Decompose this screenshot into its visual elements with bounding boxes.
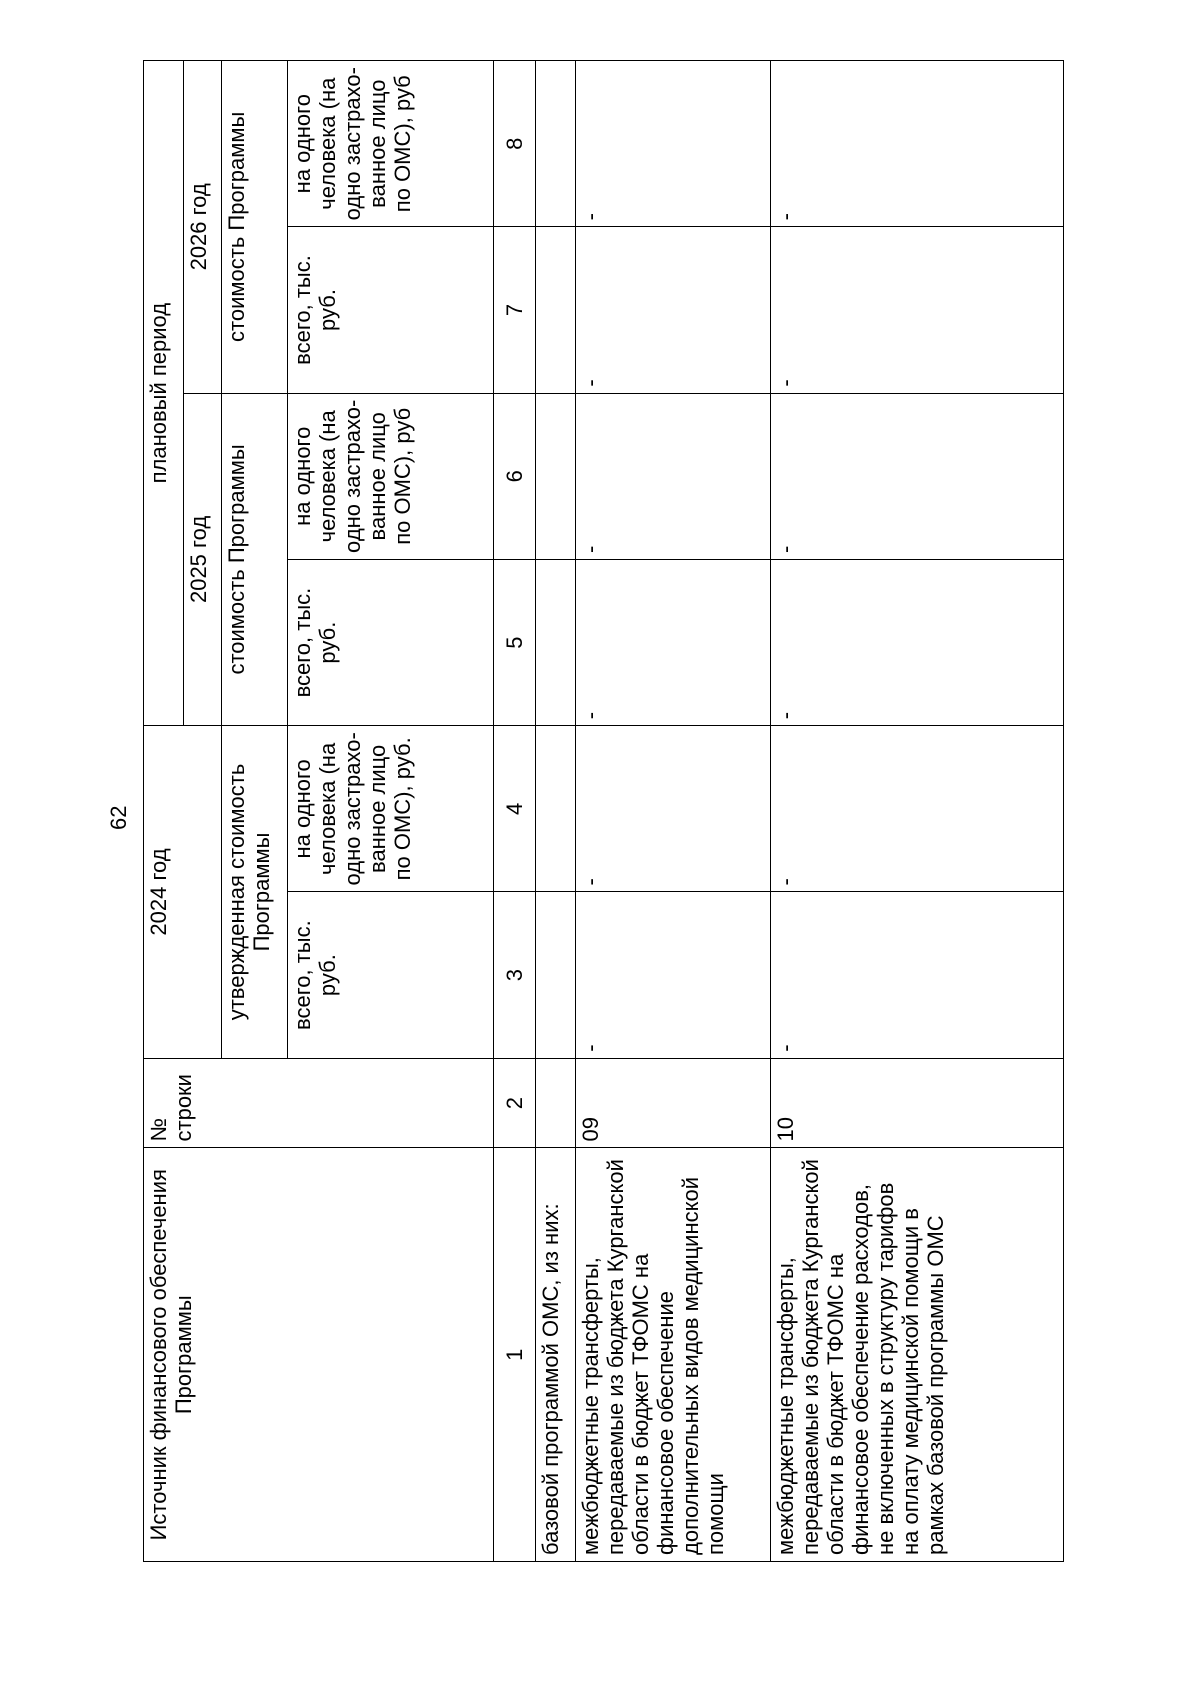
- header-total-2026: всего, тыс. руб.: [288, 227, 494, 393]
- row-value: [536, 393, 576, 559]
- row-value: -: [771, 559, 1064, 725]
- row-source: базовой программой ОМС, из них:: [536, 1148, 576, 1562]
- header-per-person-2024: на одного человека (на одно застрахо-ванное лицо по ОМС), руб.: [288, 726, 494, 892]
- header-year-2024: 2024 год: [144, 726, 222, 1059]
- financing-table: [143, 60, 1064, 1562]
- row-value: -: [576, 892, 771, 1058]
- header-per-person-2026: на одного человека (на одно застрахо-ванное лицо по ОМС), руб: [288, 61, 494, 227]
- header-cost-2025: стоимость Программы: [222, 393, 288, 726]
- header-source: Источник финансового обеспечения Программы: [144, 1148, 494, 1562]
- column-number: 2: [494, 1058, 536, 1148]
- row-value: -: [771, 892, 1064, 1058]
- column-number: 6: [494, 393, 536, 559]
- row-value: -: [576, 726, 771, 892]
- header-approved-cost: утвержденная стоимость Программы: [222, 726, 288, 1059]
- row-value: -: [771, 227, 1064, 393]
- column-numbers-row: [494, 61, 536, 1562]
- row-value: [536, 227, 576, 393]
- table-row: [536, 61, 576, 1562]
- financing-table-wrapper: [143, 60, 1063, 1562]
- row-value: -: [576, 227, 771, 393]
- header-year-2025: 2025 год: [184, 393, 222, 726]
- row-value: [536, 559, 576, 725]
- header-total-2025: всего, тыс. руб.: [288, 559, 494, 725]
- header-cost-2026: стоимость Программы: [222, 61, 288, 394]
- column-number: 3: [494, 892, 536, 1058]
- row-source: межбюджетные трансферты, передаваемые из бюджета Курганской области в бюджет ТФОМС на финансовое обеспечение дополнительных видов медицинской помощи: [576, 1148, 771, 1562]
- column-number: 7: [494, 227, 536, 393]
- column-number: 8: [494, 61, 536, 227]
- header-row-1: [144, 61, 184, 1562]
- row-value: [536, 726, 576, 892]
- row-value: -: [771, 726, 1064, 892]
- table-row: [576, 61, 771, 1562]
- row-number: 10: [771, 1058, 1064, 1148]
- row-value: -: [771, 61, 1064, 227]
- row-value: -: [771, 393, 1064, 559]
- row-value: -: [576, 559, 771, 725]
- page-number: 62: [106, 805, 131, 830]
- column-number: 4: [494, 726, 536, 892]
- header-row-number: № строки: [144, 1058, 494, 1148]
- header-per-person-2025: на одного человека (на одно застрахо-ванное лицо по ОМС), руб: [288, 393, 494, 559]
- header-planned-period: плановый период: [144, 61, 184, 726]
- row-source: межбюджетные трансферты, передаваемые из бюджета Курганской области в бюджет ТФОМС на финансовое обеспечение расходов, не включенных в структуру тарифов на оплату медицинской помощи в рамках базовой программы ОМС: [771, 1148, 1064, 1562]
- header-total-2024: всего, тыс. руб.: [288, 892, 494, 1058]
- table-row: [771, 61, 1064, 1562]
- row-number: 09: [576, 1058, 771, 1148]
- row-value: -: [576, 61, 771, 227]
- column-number: 5: [494, 559, 536, 725]
- row-value: [536, 892, 576, 1058]
- row-number: [536, 1058, 576, 1148]
- column-number: 1: [494, 1148, 536, 1562]
- header-year-2026: 2026 год: [184, 61, 222, 394]
- row-value: [536, 61, 576, 227]
- row-value: -: [576, 393, 771, 559]
